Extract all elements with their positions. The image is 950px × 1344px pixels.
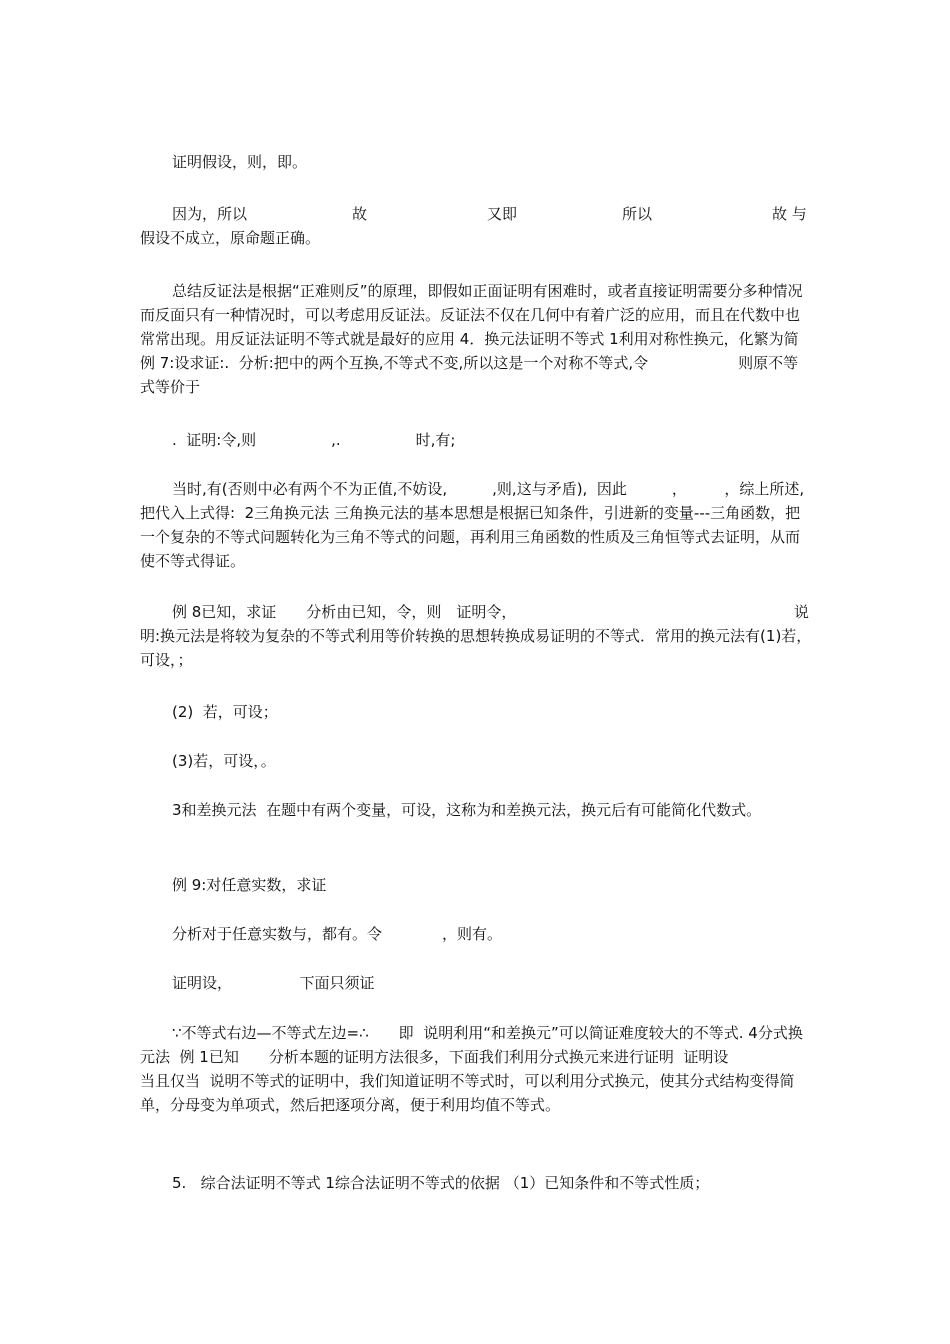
paragraph-4: . 证明:令,则 ,. 时,有;: [172, 431, 456, 449]
paragraph-8: (3)若，可设，。: [172, 752, 276, 770]
paragraph-10: 例 9:对任意实数，求证: [172, 876, 327, 894]
paragraph-5: 当时,有(否则中必有两个不为正值,不妨设, ,则,这与矛盾), 因此 ， ，综上所述, 把代入上式得: 2三角换元法 三角换元法的基本思想是根据已知条件，引进新的变量---三角函数，把一个复杂的不等式问题转化为三角不等式的问题，再利用三角函数的性质及三角恒等式去证明，从而使不等式得证。: [140, 480, 850, 570]
paragraph-14: 5. 综合法证明不等式 1综合法证明不等式的依据 （1）已知条件和不等式性质；: [172, 1174, 710, 1192]
paragraph-3: 总结反证法是根据“正难则反”的原理，即假如正面证明有困难时，或者直接证明需要分多种情况而反面只有一种情况时，可以考虑用反证法。反证法不仅在几何中有着广泛的应用，而且在代数中也常常出现。用反证法证明不等式就是最好的应用 4．换元法证明不等式 1利用对称性换元，化繁为简 例 7:设求证:. 分析:把中的两个互换,不等式不变,所以这是一个对称不等式,令 则原不等式等价于: [140, 282, 809, 396]
paragraph-13: ∵不等式右边—不等式左边=∴ 即 说明利用“和差换元”可以简证难度较大的不等式. 4分式换元法 例 1已知 分析本题的证明方法很多，下面我们利用分式换元来进行证明 证明设 当且仅当 说明不等式的证明中，我们知道证明不等式时，可以利用分式换元，使其分式结构变得简单，分母变为单项式，然后把逐项分离，便于利用均值不等式。: [140, 1024, 909, 1114]
paragraph-12: 证明设， 下面只须证: [172, 974, 375, 992]
paragraph-9: 3和差换元法 在题中有两个变量，可设，这称为和差换元法，换元后有可能简化代数式。: [172, 801, 762, 819]
paragraph-2: 因为，所以 故 又即 所以 故 与假设不成立，原命题正确。: [140, 205, 807, 247]
paragraph-1: 证明假设，则，即。: [172, 153, 308, 171]
paragraph-11: 分析对于任意实数与，都有。令 ，则有。: [172, 925, 503, 943]
paragraph-7: (2) 若，可设；: [172, 703, 278, 721]
paragraph-6: 例 8已知，求证 分析由已知，令，则 证明令， 说明:换元法是将较为复杂的不等式利用等价转换的思想转换成易证明的不等式．常用的换元法有(1)若，可设，；: [140, 603, 812, 669]
